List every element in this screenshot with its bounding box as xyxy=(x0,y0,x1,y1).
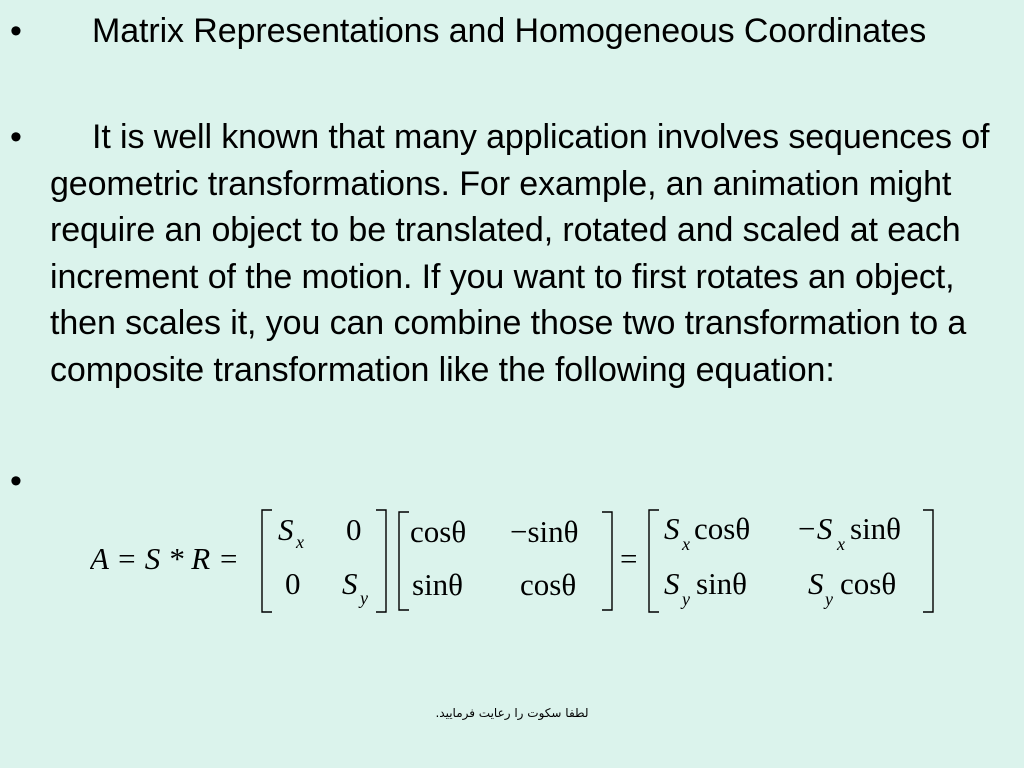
matrix-result-cell: S xyxy=(664,511,680,546)
matrix-result-subscript: x xyxy=(682,534,690,554)
bullet-text xyxy=(50,114,1022,393)
matrix-r-left-bracket xyxy=(399,512,409,610)
matrix-result-subscript: x xyxy=(837,534,845,554)
matrix-s-subscript: y xyxy=(360,588,368,608)
equation xyxy=(90,506,940,616)
matrix-result-cell: sinθ xyxy=(696,566,748,601)
matrix-result-left-bracket xyxy=(649,510,659,612)
matrix-result-cell: −S xyxy=(796,511,833,546)
matrix-s-cell: 0 xyxy=(346,512,362,547)
equation-equals: = xyxy=(620,541,638,576)
matrix-s-cell: S xyxy=(342,566,358,601)
matrix-s-subscript: x xyxy=(296,532,304,552)
matrix-r-cell: cosθ xyxy=(520,567,577,602)
matrix-result-right-bracket xyxy=(923,510,933,612)
matrix-s-cell: 0 xyxy=(285,566,301,601)
matrix-result-cell: S xyxy=(808,566,824,601)
matrix-s-right-bracket xyxy=(376,510,386,612)
heading-text: Matrix Representations and Homogeneous Coordinates xyxy=(92,12,927,50)
matrix-s-cell: S xyxy=(278,512,294,547)
bullet-marker: • xyxy=(10,462,22,500)
matrix-r-cell: cosθ xyxy=(410,514,467,549)
matrix-result-cell: sinθ xyxy=(850,511,902,546)
matrix-s-left-bracket xyxy=(262,510,272,612)
matrix-result-cell: cosθ xyxy=(840,566,897,601)
matrix-result-subscript: y xyxy=(825,589,833,609)
bullet-marker: • xyxy=(10,118,22,156)
matrix-result-subscript: y xyxy=(682,589,690,609)
matrix-result-cell: S xyxy=(664,566,680,601)
matrix-r-cell: −sinθ xyxy=(510,514,579,549)
matrix-result-cell: cosθ xyxy=(694,511,751,546)
paragraph-text: It is well known that many application involves sequences of geometric transformations. For example, an animation might require an object to be translated, rotated and scaled at each increment of the motion. If you want to first rotates an object, then scales it, you can combine those two transformation to a composite transformation like the following equation: xyxy=(50,118,999,389)
bullet-text xyxy=(50,8,1022,55)
matrix-r-right-bracket xyxy=(602,512,612,610)
matrix-r-cell: sinθ xyxy=(412,567,464,602)
footer-text: لطفا سکوت را رعایت فرمایید. xyxy=(435,706,589,720)
bullet-marker: • xyxy=(10,12,22,50)
equation-lhs: A = S * R = xyxy=(90,541,239,576)
